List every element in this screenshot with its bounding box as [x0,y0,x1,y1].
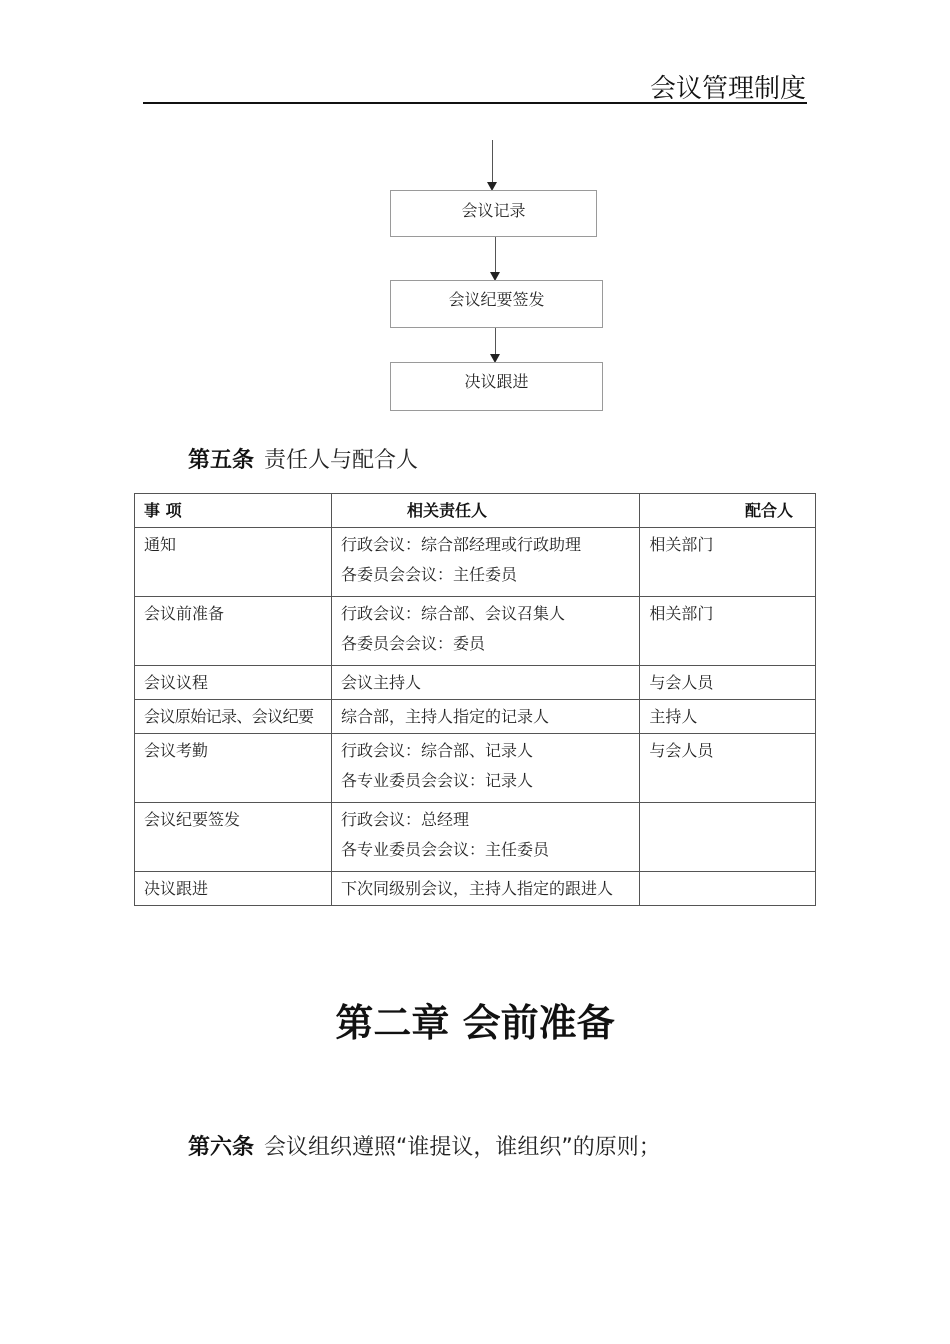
row-cooperator: 与会人员 [640,666,816,700]
row-responsible [331,872,639,906]
responsible-line: 各委员会会议：主任委员 [340,565,517,584]
column-header-cooperator: 配合人 [640,494,816,528]
article-6-label: 第六条 [188,1135,255,1160]
flow-connector [495,328,496,354]
row-responsible [331,528,639,597]
row-responsible [331,734,639,803]
responsible-line: 行政会议：综合部、记录人 [340,741,533,760]
article-5 [188,443,418,474]
table-row [135,734,816,803]
flow-connector [492,140,493,184]
row-cooperator: 主持人 [640,700,816,734]
flow-step-meeting-record: 会议记录 [390,190,597,237]
responsible-line: 各专业委员会会议：主任委员 [340,840,549,859]
row-responsible [331,803,639,872]
responsible-line: 下次同级别会议，主持人指定的跟进人 [340,879,613,898]
table-header-row [135,494,816,528]
table-row [135,700,816,734]
row-cooperator [640,803,816,872]
article-6 [188,1130,661,1161]
table-row [135,597,816,666]
responsible-line: 行政会议：综合部、会议召集人 [340,604,565,623]
row-item: 会议议程 [135,666,332,700]
document-header-title: 会议管理制度 [649,74,806,104]
responsible-line: 行政会议：综合部经理或行政助理 [340,535,581,554]
chapter-title: 第二章 会前准备 [335,1001,615,1045]
row-responsible [331,597,639,666]
row-item: 会议原始记录、会议纪要 [135,700,332,734]
row-cooperator: 相关部门 [640,597,816,666]
row-item: 通知 [135,528,332,597]
article-5-label: 第五条 [188,448,255,473]
row-cooperator: 与会人员 [640,734,816,803]
article-6-text: 会议组织遵照“谁提议，谁组织”的原则； [264,1135,661,1160]
responsible-line: 综合部，主持人指定的记录人 [340,707,549,726]
row-item: 决议跟进 [135,872,332,906]
flow-step-resolution-followup: 决议跟进 [390,362,603,411]
table-row [135,666,816,700]
responsibility-table [134,493,816,906]
row-responsible [331,700,639,734]
row-item: 会议纪要签发 [135,803,332,872]
responsible-line: 行政会议：总经理 [340,810,469,829]
row-cooperator [640,872,816,906]
responsible-line: 各专业委员会会议：记录人 [340,771,533,790]
column-header-responsible: 相关责任人 [331,494,639,528]
article-5-text: 责任人与配合人 [264,448,419,473]
responsible-line: 各委员会会议：委员 [340,634,485,653]
flow-step-minutes-signoff: 会议纪要签发 [390,280,603,328]
row-item: 会议前准备 [135,597,332,666]
column-header-item: 事 项 [135,494,332,528]
header-divider [143,102,807,104]
table-row [135,803,816,872]
flow-connector [495,237,496,274]
table-row [135,872,816,906]
row-cooperator: 相关部门 [640,528,816,597]
row-responsible [331,666,639,700]
table-row [135,528,816,597]
responsible-line: 会议主持人 [340,673,421,692]
row-item: 会议考勤 [135,734,332,803]
